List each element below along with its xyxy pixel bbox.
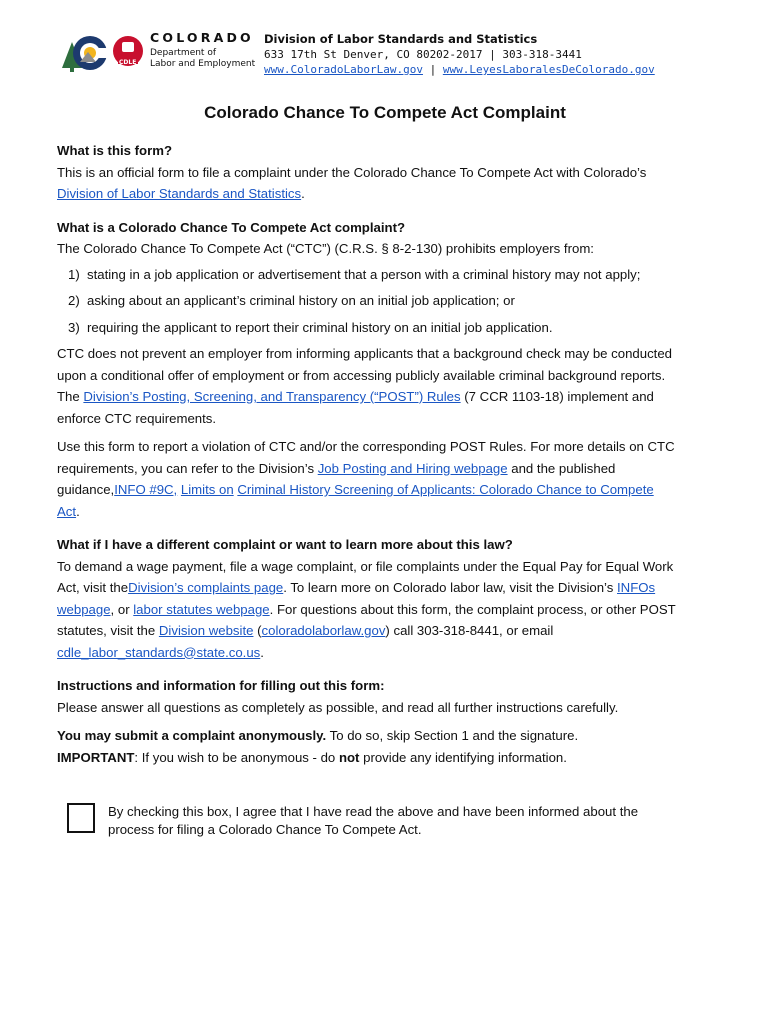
header-contact-info <box>264 32 655 77</box>
para-what-is-form <box>57 162 677 205</box>
text-segment: . <box>301 186 305 201</box>
not-emphasis: not <box>338 749 360 765</box>
logo-dept-line2: Labor and Employment <box>150 59 256 69</box>
list-number: 3) <box>68 319 80 335</box>
text-segment: : If you wish to be anonymous - do <box>134 749 339 765</box>
division-website-link[interactable]: Division website <box>158 623 254 638</box>
text-segment: . <box>260 644 264 660</box>
labor-statutes-link[interactable]: labor statutes webpage <box>133 601 270 617</box>
text-segment: provide any identifying information. <box>359 749 567 765</box>
para-anonymous <box>57 725 677 747</box>
text-segment: ) call 303-318-8441, or email <box>385 623 554 638</box>
infos-webpage-link[interactable]: INFOs webpage <box>57 580 656 617</box>
important-label: IMPORTANT <box>57 749 135 765</box>
prohibitions-list <box>57 264 677 339</box>
logo-colorado-text: COLORADO <box>150 30 254 45</box>
limits-on-link[interactable]: Limits on <box>180 482 234 497</box>
info-9c-link[interactable]: INFO #9C, <box>114 482 178 497</box>
logo-badge-text: CDLE <box>119 59 137 66</box>
cdle-logo <box>58 28 158 76</box>
text-segment: ( <box>253 623 262 638</box>
colorado-c-logo-icon <box>58 28 158 76</box>
website-en-link[interactable]: www.ColoradoLaborLaw.gov <box>264 63 423 76</box>
text-segment: . For questions about this form, the complaint process, or other POST statutes, visit the <box>57 601 676 638</box>
text-segment: . To learn more on Colorado labor law, visit the Division’s <box>283 580 618 595</box>
division-name: Division of Labor Standards and Statistics <box>264 32 538 46</box>
text-segment: This is an official form to file a complaint under the Colorado Chance To Compete Act with Colorado’s <box>57 164 647 180</box>
heading-what-is-form: What is this form? <box>57 143 173 158</box>
heading-different-complaint: What if I have a different complaint or want to learn more about this law? <box>57 537 513 552</box>
division-websites <box>264 62 655 77</box>
text-segment: CTC does not prevent an employer from informing applicants that a background check may be conducted upon a conditional offer of employment or from accessing publicly available criminal background reports. The <box>57 346 673 404</box>
list-item <box>57 264 677 286</box>
text-segment: (7 CCR 1103-18) implement and enforce CTC requirements. <box>57 389 654 426</box>
list-item <box>57 290 677 312</box>
heading-instructions: Instructions and information for filling out this form: <box>57 678 385 693</box>
logo-department-text <box>150 48 255 70</box>
text-segment: . <box>76 503 80 519</box>
acknowledgement-text: By checking this box, I agree that I have read the above and have been informed about the process for filing a Colorado Chance To Compete Act. <box>108 804 639 837</box>
post-rules-link[interactable]: Division’s Posting, Screening, and Transparency (“POST”) Rules <box>83 389 461 404</box>
website-separator: | <box>429 63 437 76</box>
division-link[interactable]: Division of Labor Standards and Statistics <box>57 186 302 201</box>
text-segment: To do so, skip Section 1 and the signature. <box>326 728 579 743</box>
anonymous-bold: You may submit a complaint anonymously. <box>57 728 327 743</box>
text-segment: Use this form to report a violation of CTC and/or the corresponding POST Rules. For more details on CTC requirements, you can refer to the Division’s <box>57 439 675 476</box>
text-segment: and the published guidance, <box>57 460 616 497</box>
para-ctc-intro: The Colorado Chance To Compete Act (“CTC”) (C.R.S. § 8-2-130) prohibits employers from: <box>57 241 594 256</box>
para-use-form <box>57 436 677 522</box>
acknowledgement-checkbox[interactable] <box>67 803 95 833</box>
form-content <box>57 140 677 768</box>
list-item <box>57 317 677 339</box>
coloradolaborlaw-link[interactable]: coloradolaborlaw.gov <box>261 623 386 638</box>
complaints-page-link[interactable]: Division’s complaints page <box>128 580 284 595</box>
list-text: requiring the applicant to report their criminal history on an initial job application. <box>87 319 553 335</box>
list-number: 2) <box>68 293 80 308</box>
list-number: 1) <box>68 266 80 282</box>
criminal-history-screening-link[interactable]: Criminal History Screening of Applicants: Colorado Chance to Compete Act <box>57 482 654 519</box>
para-important <box>57 747 677 769</box>
para-instructions: Please answer all questions as completely as possible, and read all further instructions carefully. <box>57 699 619 715</box>
division-address: 633 17th St Denver, CO 80202-2017 | 303-318-3441 <box>264 48 582 61</box>
heading-what-is-complaint: What is a Colorado Chance To Compete Act complaint? <box>57 219 406 235</box>
para-ctc-background <box>57 343 677 429</box>
list-text: asking about an applicant’s criminal history on an initial job application; or <box>87 293 515 308</box>
text-segment: To demand a wage payment, file a wage complaint, or file complaints under the Equal Pay for Equal Work Act, visit the <box>57 558 674 595</box>
logo-dept-line1: Department of <box>150 48 216 58</box>
logo-wordmark <box>150 30 255 70</box>
email-link[interactable]: cdle_labor_standards@state.co.us <box>57 644 261 660</box>
para-different-complaint <box>57 556 677 664</box>
website-es-link[interactable]: www.LeyesLaboralesDeColorado.gov <box>442 63 655 76</box>
text-segment: , or <box>110 601 134 617</box>
job-posting-link[interactable]: Job Posting and Hiring webpage <box>317 460 508 476</box>
list-text: stating in a job application or advertisement that a person with a criminal history may not apply; <box>87 266 641 282</box>
form-title: Colorado Chance To Compete Act Complaint <box>204 103 566 122</box>
